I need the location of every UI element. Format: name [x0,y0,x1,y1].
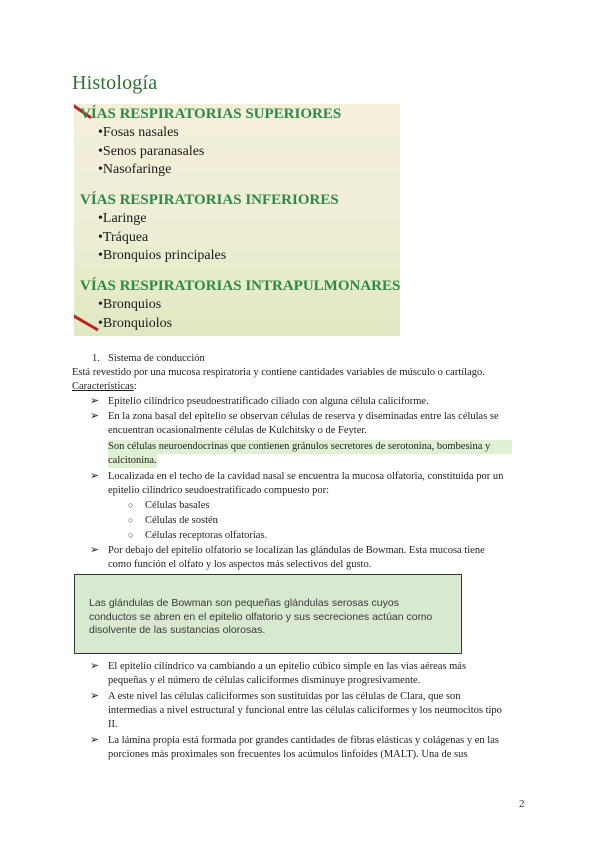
characteristics-label-text: Características [72,381,134,392]
decor-mark [74,314,99,332]
figure-list-item: •Fosas nasales [98,125,179,140]
page-title: Histología [72,72,158,94]
section-title: Sistema de conducción [108,353,205,364]
bullet-text: porciones más proximales son frecuentes los acúmulos linfoides (MALT). Una de sus [108,749,468,760]
figure-list-item: •Laringe [98,211,147,226]
arrow-bullet-icon: ➢ [90,395,100,407]
sub-bullet-text: Células de sostén [145,515,218,526]
bullet-text: El epitelio cilíndrico va cambiando a un epitelio cúbico simple en las vías aéreas más [108,661,467,672]
arrow-bullet-icon: ➢ [90,470,100,482]
arrow-bullet-icon: ➢ [90,660,100,672]
page-number: 2 [519,798,525,810]
highlighted-note: Son células neuroendocrinas que contienen gránulos secretores de serotonina, bombesina y [108,440,512,454]
arrow-bullet-icon: ➢ [90,410,100,422]
section-intro: Está revestido por una mucosa respiratoria y contiene cantidades variables de músculo o cartílago. [72,367,485,378]
bullet-text: intermedias a nivel estructural y funcional entre las células caliciformes y los neumocitos tipo [108,705,502,716]
bullet-text: como función el olfato y los aspectos más selectivos del gusto. [108,559,372,570]
circle-bullet-icon: ○ [128,500,134,510]
bullet-text: La lámina propia está formada por grandes cantidades de fibras elásticas y colágenas y en las [108,735,499,746]
bullet-text: II. [108,719,118,730]
figure-list-item: •Tráquea [98,229,149,245]
sub-bullet-text: Células receptoras olfatorias. [145,530,268,541]
figure-list-item: •Nasofaringe [98,162,172,177]
highlighted-note: calcitonina. [108,455,157,466]
bullet-text: epitelio cilíndrico seudoestratificado compuesto por: [108,485,330,496]
respiratory-tract-figure [74,104,400,336]
figure-heading-lower: VÍAS RESPIRATORIAS INFERIORES [80,192,339,208]
section-number: 1. [92,353,100,364]
arrow-bullet-icon: ➢ [90,690,100,702]
bullet-text: Localizada en el techo de la cavidad nasal se encuentra la mucosa olfatoria, constituida por un [108,471,504,482]
callout-text: Las glándulas de Bowman son pequeñas glándulas serosas cuyos conductos se abren en el epitelio olfatorio y sus secreciones actúan como disolvente de las sustancias olorosas. [89,597,433,636]
bullet-text: Por debajo del epitelio olfatorio se localizan las glándulas de Bowman. Esta mucosa tiene [108,545,485,556]
figure-list-item: •Bronquios [98,297,162,312]
figure-list-upper [98,124,204,180]
figure-list-lower [98,210,226,266]
circle-bullet-icon: ○ [128,515,134,525]
figure-heading-upper: VÍAS RESPIRATORIAS SUPERIORES [80,106,342,122]
figure-list-item: •Bronquios principales [98,248,227,263]
bullet-text: encuentran ocasionalmente células de Kulchitsky o de Feyter. [108,425,367,436]
bullet-text: A este nivel las células caliciformes son sustituidas por las células de Clara, que son [108,691,461,702]
arrow-bullet-icon: ➢ [90,544,100,556]
figure-heading-intrapulmonary: VÍAS RESPIRATORIAS INTRAPULMONARES [80,278,400,294]
circle-bullet-icon: ○ [128,530,134,540]
characteristics-label [72,380,137,394]
bullet-text: En la zona basal del epitelio se observan células de reserva y diseminadas entre las células se [108,411,499,422]
figure-list-intrapulmonary [98,296,172,333]
figure-list-item: •Bronquiolos [98,315,173,331]
figure-list-item: •Senos paranasales [98,143,205,159]
characteristics-colon: : [133,381,137,392]
sub-bullet-text: Células basales [145,500,210,511]
callout-box [74,574,462,654]
arrow-bullet-icon: ➢ [90,734,100,746]
bullet-text: Epitelio cilíndrico pseudoestratificado ciliado con alguna célula caliciforme. [108,396,429,407]
bullet-text: pequeñas y el número de células caliciformes disminuye progresivamente. [108,675,421,686]
